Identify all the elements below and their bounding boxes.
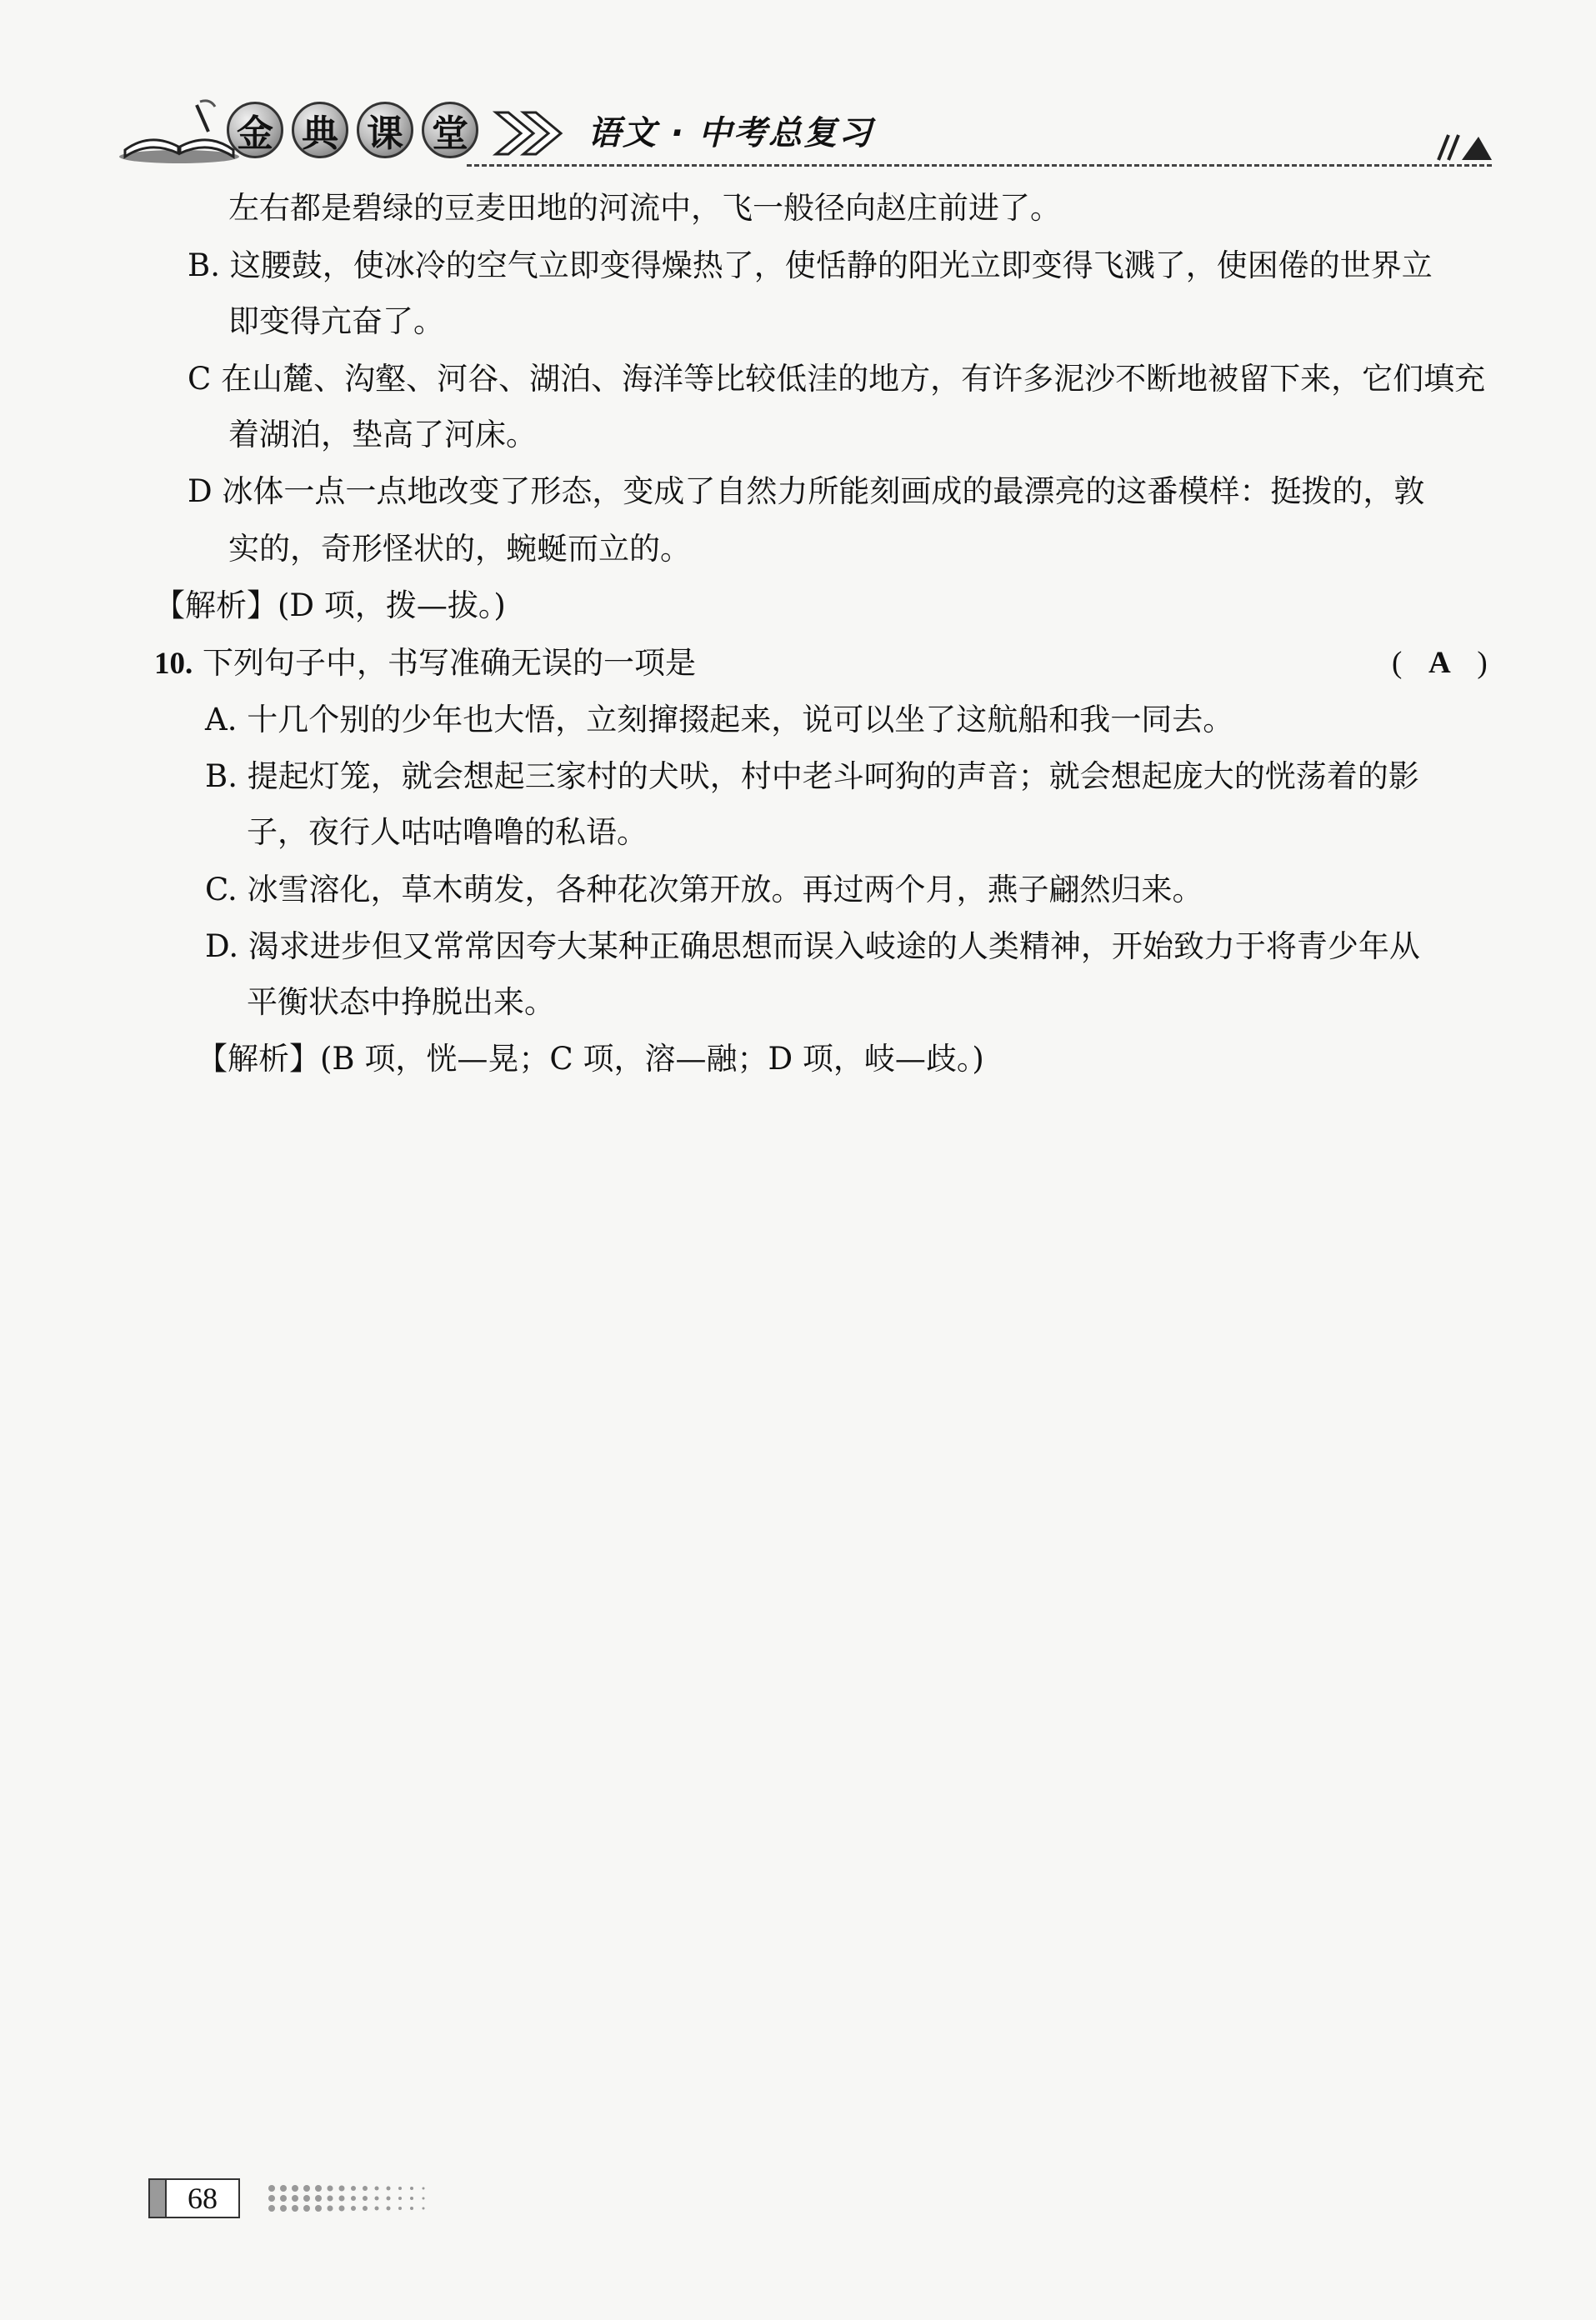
option-b-line: B. 这腰鼓，使冰冷的空气立即变得燥热了，使恬静的阳光立即变得飞溅了，使困倦的世界立: [188, 248, 1433, 283]
page-tab: [150, 2180, 167, 2217]
option-b: B. 提起灯笼，就会想起三家村的犬吠，村中老斗呵狗的声音；就会想起庞大的恍荡着的影: [205, 758, 1419, 794]
option-c-line: C 在山麓、沟壑、河谷、湖泊、海洋等比较低洼的地方，有许多泥沙不断地被留下来，它们填充: [188, 361, 1486, 397]
brand-char: 课: [357, 102, 413, 158]
analysis-line: 【解析】(B 项，恍—晃；C 项，溶—融；D 项，岐—歧。): [197, 1041, 984, 1077]
text-line: 着湖泊，垫高了河床。: [228, 417, 537, 452]
option-d-line: D 冰体一点一点地改变了形态，变成了自然力所能刻画成的最漂亮的这番模样：挺拨的，敦: [188, 473, 1425, 509]
page-number: 68: [188, 2182, 218, 2215]
question-10-stem: [154, 645, 696, 682]
brand-char: 堂: [422, 102, 478, 158]
answer-letter: A: [1428, 646, 1451, 680]
option-d-continued: 平衡状态中挣脱出来。: [247, 984, 555, 1020]
paren-close: ): [1477, 646, 1488, 680]
brand-char: 金: [227, 102, 283, 158]
option-d: D. 渴求进步但又常常因夸大某种正确思想而误入岐途的人类精神，开始致力于将青少年从: [205, 928, 1420, 964]
text-line: 实的，奇形怪状的，蜿蜒而立的。: [228, 531, 691, 567]
question-text: 下列句子中，书写准确无误的一项是: [203, 645, 697, 681]
page-number-box: [148, 2178, 240, 2218]
text-line: 左右都是碧绿的豆麦田地的河流中，飞一般径向赵庄前进了。: [228, 190, 1061, 226]
question-number: 10.: [154, 647, 193, 681]
option-c: C. 冰雪溶化，草木萌发，各种花次第开放。再过两个月，燕子翩然归来。: [205, 872, 1203, 908]
answer-box: [1392, 645, 1488, 682]
brand-logo: [227, 102, 478, 158]
double-chevron-icon: [492, 108, 567, 158]
slash-triangle-mark-icon: [1435, 132, 1493, 162]
analysis-line: 【解析】(D 项，拨—拔。): [154, 588, 506, 623]
header-divider: [467, 164, 1492, 167]
brand-char: 典: [292, 102, 348, 158]
subject-title: 语文 · 中考总复习: [588, 114, 874, 152]
paren-open: (: [1392, 646, 1403, 680]
open-book-icon: [117, 98, 242, 165]
text-line: 即变得亢奋了。: [228, 303, 444, 339]
option-b-continued: 子，夜行人咕咕噜噜的私语。: [247, 814, 648, 850]
option-a: A. 十几个别的少年也大悟，立刻撺掇起来，说可以坐了这航船和我一同去。: [205, 702, 1234, 738]
dot-pattern-decoration: [267, 2182, 517, 2215]
